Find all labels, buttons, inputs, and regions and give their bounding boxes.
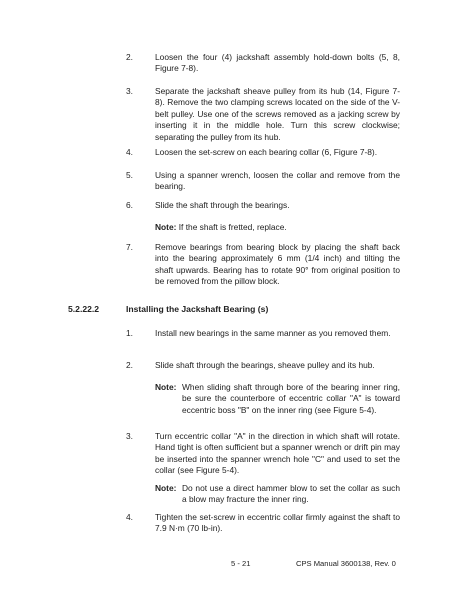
step-text: Install new bearings in the same manner as you removed them. — [155, 328, 391, 338]
note — [155, 222, 400, 233]
step-text: Tighten the set-screw in eccentric collar firmly against the shaft to 7.9 N·m (70 lb-in). — [155, 512, 400, 534]
step-number: 4. — [126, 512, 133, 522]
step-text: Loosen the set-screw on each bearing collar (6, Figure 7-8). — [155, 147, 378, 157]
section-title: Installing the Jackshaft Bearing (s) — [126, 304, 269, 314]
step-text: Slide the shaft through the bearings. — [155, 200, 290, 210]
section-number: 5.2.22.2 — [68, 304, 100, 314]
step-text: Loosen the four (4) jackshaft assembly hold-down bolts (5, 8, Figure 7-8). — [155, 52, 400, 74]
step-number: 7. — [126, 242, 133, 252]
note-text: When sliding shaft through bore of the bearing inner ring, be sure the counterbore of eccentric collar "A" is toward eccentric boss "B" on the inner ring (see Figure 5-4). — [182, 382, 400, 415]
note-label: Note: — [155, 483, 177, 493]
note-text: If the shaft is fretted, replace. — [178, 222, 287, 232]
step-number: 1. — [126, 328, 133, 338]
step-text: Remove bearings from bearing block by placing the shaft back into the bearing approximately 6 mm (1/4 inch) and tilting the shaft upwards. Bearing has to rotate 90° from original position to be removed from the pillow block. — [155, 242, 400, 287]
step-number: 3. — [126, 86, 133, 96]
step-number: 6. — [126, 200, 133, 210]
note-label: Note: — [155, 222, 177, 232]
note-label: Note: — [155, 382, 177, 392]
page-number: 5 - 21 — [231, 559, 251, 568]
step-text: Turn eccentric collar "A" in the direction in which shaft will rotate. Hand tight is often sufficient but a spanner wrench or drift pin may be inserted into the spanner wrench hole "C" and used to set the collar (see Figure 5-4). — [155, 431, 400, 476]
step-number: 3. — [126, 431, 133, 441]
step-number: 2. — [126, 52, 133, 62]
step-text: Slide shaft through the bearings, sheave pulley and its hub. — [155, 360, 375, 370]
step-number: 4. — [126, 147, 133, 157]
step-text: Using a spanner wrench, loosen the collar and remove from the bearing. — [155, 170, 400, 192]
step-text: Separate the jackshaft sheave pulley from its hub (14, Figure 7-8). Remove the two clamping screws located on the side of the V-belt pulley. Use one of the screws removed as a jacking screw by inserting it in the middle hole. Turn this screw clockwise; separating the pulley from its hub. — [155, 86, 400, 142]
step-number: 5. — [126, 170, 133, 180]
step-number: 2. — [126, 360, 133, 370]
note-text: Do not use a direct hammer blow to set the collar as such a blow may fracture the inner ring. — [182, 483, 400, 505]
manual-reference: CPS Manual 3600138, Rev. 0 — [296, 559, 396, 568]
